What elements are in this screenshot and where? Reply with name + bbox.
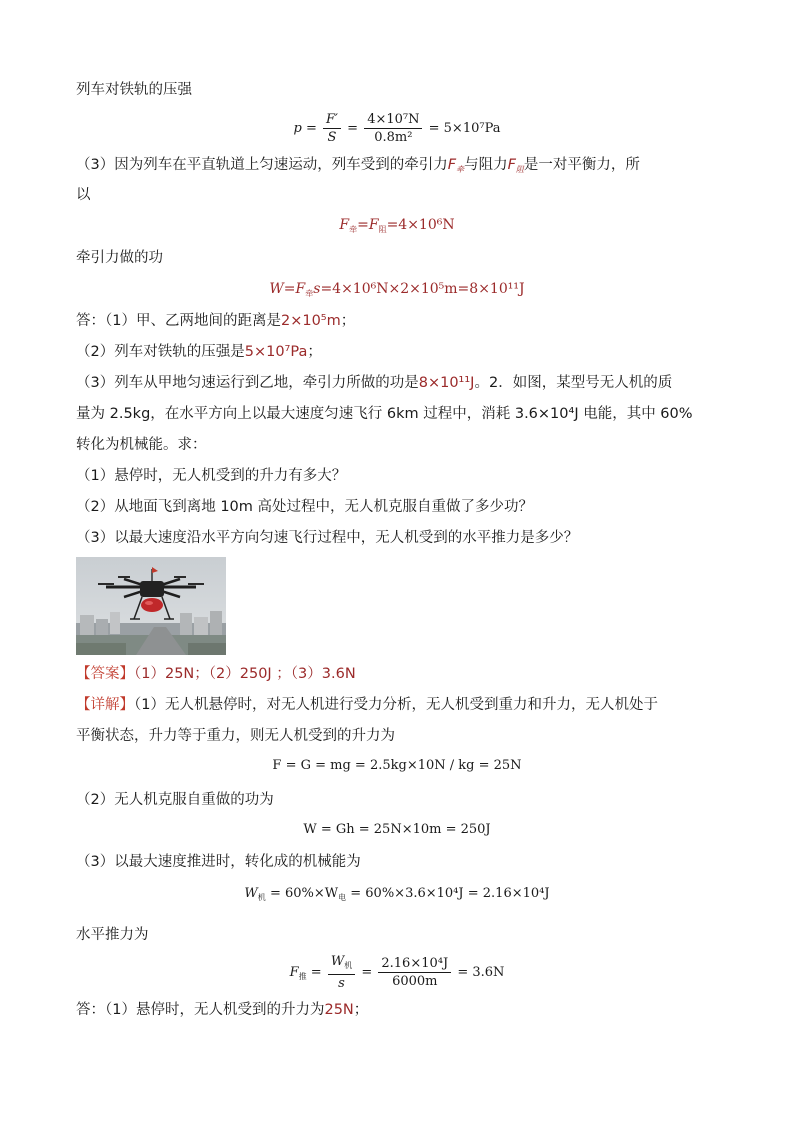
text: 是一对平衡力，所 [523,157,640,173]
detail-line: 水平推力为 [76,927,149,943]
work2-formula: W = Gh = 25N×10m = 250J [303,822,491,837]
detail-line: 平衡状态，升力等于重力，则无人机受到的升力为 [76,728,395,744]
answer-tag: 【答案】 [76,666,134,682]
question-2: （2）从地面飞到离地 10m 高处过程中，无人机克服自重做了多少功？ [76,499,534,515]
detail-line: （2）无人机克服自重做的功为 [76,792,274,808]
question-line: 转化为机械能。求： [76,437,207,453]
frac-num: F′ [323,112,341,129]
text: 与阻力 [464,157,508,173]
lift-formula: F = G = mg = 2.5kg×10N / kg = 25N [272,758,522,773]
answer-line-1: 答：（1）甲、乙两地间的距离是2×10⁵m； [76,313,356,329]
text-line: 以 [76,187,91,203]
frac-den: 0.8m² [374,130,413,145]
final-answer-line: 答：（1）悬停时，无人机受到的升力为25N； [76,1002,369,1018]
question-1: （1）悬停时，无人机受到的升力有多大？ [76,468,347,484]
symbol-p: p [293,121,302,136]
detail-line: （3）以最大速度推进时，转化成的机械能为 [76,854,361,870]
text-line: 牵引力做的功 [76,250,163,266]
answer-summary [76,664,356,684]
f-traction: $F_牵$ [447,157,465,174]
answer-line-2: （2）列车对铁轨的压强是5×10⁷Pa； [76,344,322,360]
fraction-values-2: $\frac{\text{2.16×10⁴J}}{6000m}$ [378,956,451,989]
answer-line-3: （3）列车从甲地匀速运行到乙地，牵引力所做的功是8×10¹¹J。2．如图，某型号无人机的质 [76,375,673,391]
detail-line: 【详解】（1）无人机悬停时，对无人机进行受力分析，无人机受到重力和升力，无人机处于 [76,697,658,713]
work-formula: $W=F_牵s=4\times 10^6N\times 2\times 10^5m=8\times 10^{11}J$ [269,281,525,298]
detail-tag: 【详解】 [76,697,134,713]
fraction-values [364,112,422,145]
thrust-formula: $F_推$ = $\frac{W_机}{s}$ = $\frac{\text{2.16×10⁴J}}{6000m}$ = 3.6N [289,954,505,991]
text-line [76,155,640,180]
pressure-formula [0,112,794,145]
question-3: （3）以最大速度沿水平方向匀速飞行过程中，无人机受到的水平推力是多少？ [76,530,579,546]
mech-energy-formula: $W_机 = 60\%\times W_电 = 60\%\times 3.6\times 10^4J = 2.16\times 10^4J$ [244,886,550,902]
balance-formula: $F_牵=F_阻=4\times 10^6N$ [339,217,455,234]
text: （3）因为列车在平直轨道上匀速运动，列车受到的牵引力 [76,157,448,173]
pressure-result: = 5×10⁷Pa [428,121,501,136]
fraction-w-over-s: $\frac{W_机}{s}$ [328,954,355,991]
text-line: 列车对铁轨的压强 [76,82,192,98]
fraction-f-over-s [323,112,341,145]
drone-photo [76,557,226,655]
answer-text: （1）25N；（2）250J ；（3）3.6N [134,666,356,682]
drone-image [76,557,226,655]
f-resist: $F_阻$ [507,157,524,174]
equals: = [305,121,317,136]
frac-num: 4×10⁷N [364,112,422,129]
frac-den: S [327,130,337,145]
question-line: 量为 2.5kg，在水平方向上以最大速度匀速飞行 6km 过程中，消耗 3.6×10⁴J 电能，其中 60% [76,406,693,422]
equals: = [347,121,359,136]
